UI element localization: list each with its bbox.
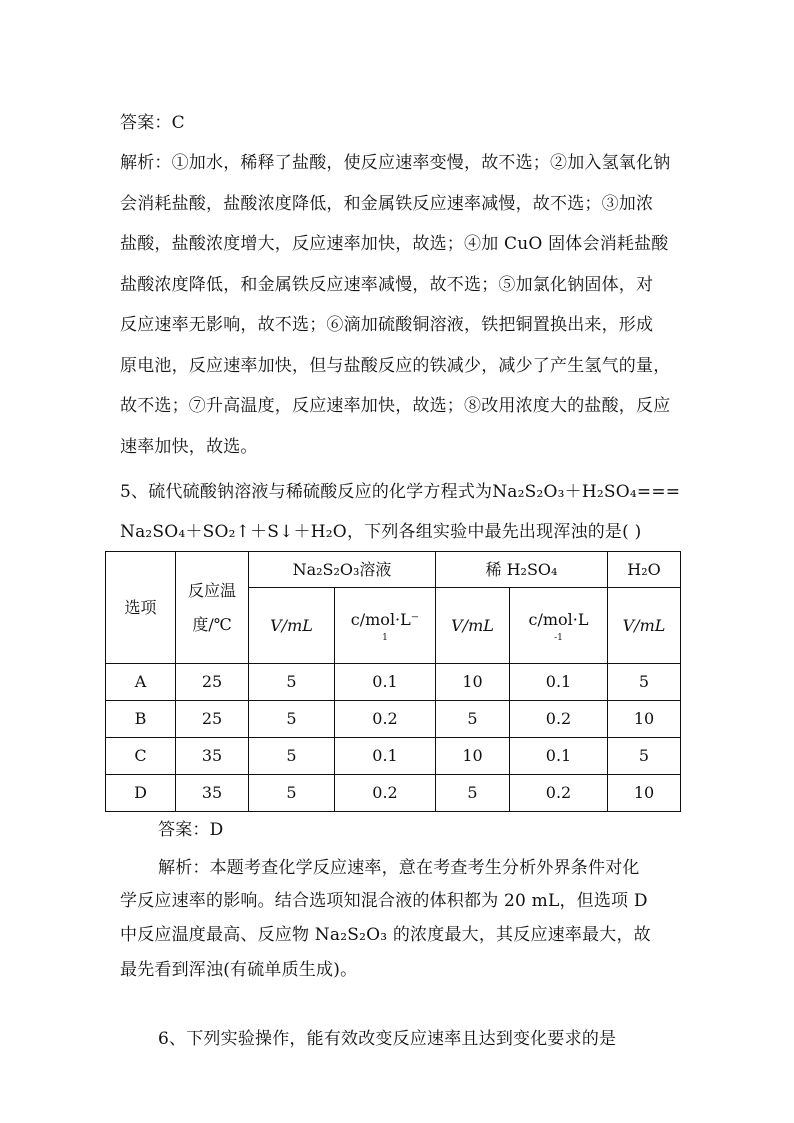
explanation-4-line: 盐酸浓度降低，和金属铁反应速率减慢，故不选；⑤加氯化钠固体，对	[120, 275, 654, 295]
header-concentration-text: c/mol·L⁻	[350, 609, 420, 629]
explanation-5-line: 最先看到浑浊(有硫单质生成)。	[120, 960, 358, 980]
question-6: 6、下列实验操作，能有效改变反应速率且达到变化要求的是	[158, 1029, 617, 1049]
answer-5	[158, 815, 728, 840]
header-concentration-text: c/mol·L	[528, 609, 589, 629]
answer-label: 答案：	[120, 113, 172, 133]
table-cell: B	[106, 701, 176, 738]
table-cell: 5	[436, 701, 510, 738]
table-cell: 5	[249, 664, 335, 701]
question-5-text: 5、硫代硫酸钠溶液与稀硫酸反应的化学方程式为	[120, 482, 493, 502]
question-5-text: ，下列各组实验中最先出现浑浊的是( )	[346, 522, 642, 542]
table-cell: 0.2	[510, 775, 608, 812]
explanation-4-line: 会消耗盐酸，盐酸浓度降低，和金属铁反应速率减慢，故不选；③加浓	[120, 194, 654, 214]
header-concentration	[335, 588, 436, 664]
question-5-equation: Na₂SO₄＋SO₂↑＋S↓＋H₂O	[120, 522, 347, 542]
header-temperature	[176, 552, 249, 664]
table-cell: 25	[176, 701, 249, 738]
question-5-equation: Na₂S₂O₃＋H₂SO₄===	[492, 482, 681, 502]
answer-value: D	[209, 820, 224, 840]
table-cell: 0.1	[510, 664, 608, 701]
table-row	[106, 775, 681, 812]
header-na2s2o3: Na₂S₂O₃溶液	[249, 552, 436, 588]
header-h2o: H₂O	[608, 552, 681, 588]
table-cell: 0.2	[335, 775, 436, 812]
table-cell: 0.1	[335, 664, 436, 701]
table-cell: 5	[249, 701, 335, 738]
answer-label: 答案：	[158, 820, 210, 840]
header-concentration-exponent: 1	[382, 632, 388, 643]
table-cell: 0.1	[510, 738, 608, 775]
table-row	[106, 738, 681, 775]
table-cell: 10	[608, 775, 681, 812]
question-5-line-1	[120, 477, 690, 502]
answer-value: C	[171, 113, 185, 133]
question-5-line-2	[120, 517, 690, 542]
explanation-5-line: 学反应速率的影响。结合选项知混合液的体积都为 20 mL，但选项 D	[120, 891, 648, 911]
table-row	[106, 664, 681, 701]
table-cell: A	[106, 664, 176, 701]
header-concentration-exponent: -1	[554, 632, 563, 643]
header-volume: V/mL	[608, 588, 681, 664]
explanation-5-line: 解析：本题考查化学反应速率，意在考查考生分析外界条件对化	[158, 858, 640, 878]
table-cell: 5	[249, 775, 335, 812]
table-cell: D	[106, 775, 176, 812]
table-cell: 35	[176, 738, 249, 775]
explanation-4-line: 速率加快，故选。	[120, 437, 258, 457]
table-cell: 5	[608, 738, 681, 775]
table-cell: 0.2	[510, 701, 608, 738]
experiment-table	[105, 551, 681, 812]
header-concentration	[510, 588, 608, 664]
explanation-4-line: 反应速率无影响，故不选；⑥滴加硫酸铜溶液，铁把铜置换出来，形成	[120, 315, 654, 335]
explanation-5-line: 中反应温度最高、反应物 Na₂S₂O₃ 的浓度最大，其反应速率最大，故	[120, 925, 651, 945]
header-volume: V/mL	[249, 588, 335, 664]
header-h2so4: 稀 H₂SO₄	[436, 552, 608, 588]
table-cell: 35	[176, 775, 249, 812]
explanation-4-line: 原电池，反应速率加快，但与盐酸反应的铁减少，减少了产生氢气的量，	[120, 356, 671, 376]
table-cell: C	[106, 738, 176, 775]
header-volume: V/mL	[436, 588, 510, 664]
explanation-4-line: 盐酸，盐酸浓度增大，反应速率加快，故选；④加 CuO 固体会消耗盐酸	[120, 234, 669, 254]
explanation-4-line: 故不选；⑦升高温度，反应速率加快，故选；⑧改用浓度大的盐酸，反应	[120, 396, 671, 416]
table-cell: 5	[608, 664, 681, 701]
table-cell: 10	[436, 664, 510, 701]
header-option: 选项	[106, 552, 176, 664]
table-cell: 5	[436, 775, 510, 812]
table-cell: 0.1	[335, 738, 436, 775]
table-cell: 10	[436, 738, 510, 775]
explanation-4-line: 解析：①加水，稀释了盐酸，使反应速率变慢，故不选；②加入氢氧化钠	[120, 153, 671, 173]
table-row	[106, 701, 681, 738]
table-cell: 0.2	[335, 701, 436, 738]
table-cell: 5	[249, 738, 335, 775]
table-cell: 10	[608, 701, 681, 738]
answer-4	[120, 108, 690, 133]
header-temperature-line: 反应温	[187, 580, 236, 600]
table-cell: 25	[176, 664, 249, 701]
header-temperature-line: 度/℃	[192, 614, 232, 634]
